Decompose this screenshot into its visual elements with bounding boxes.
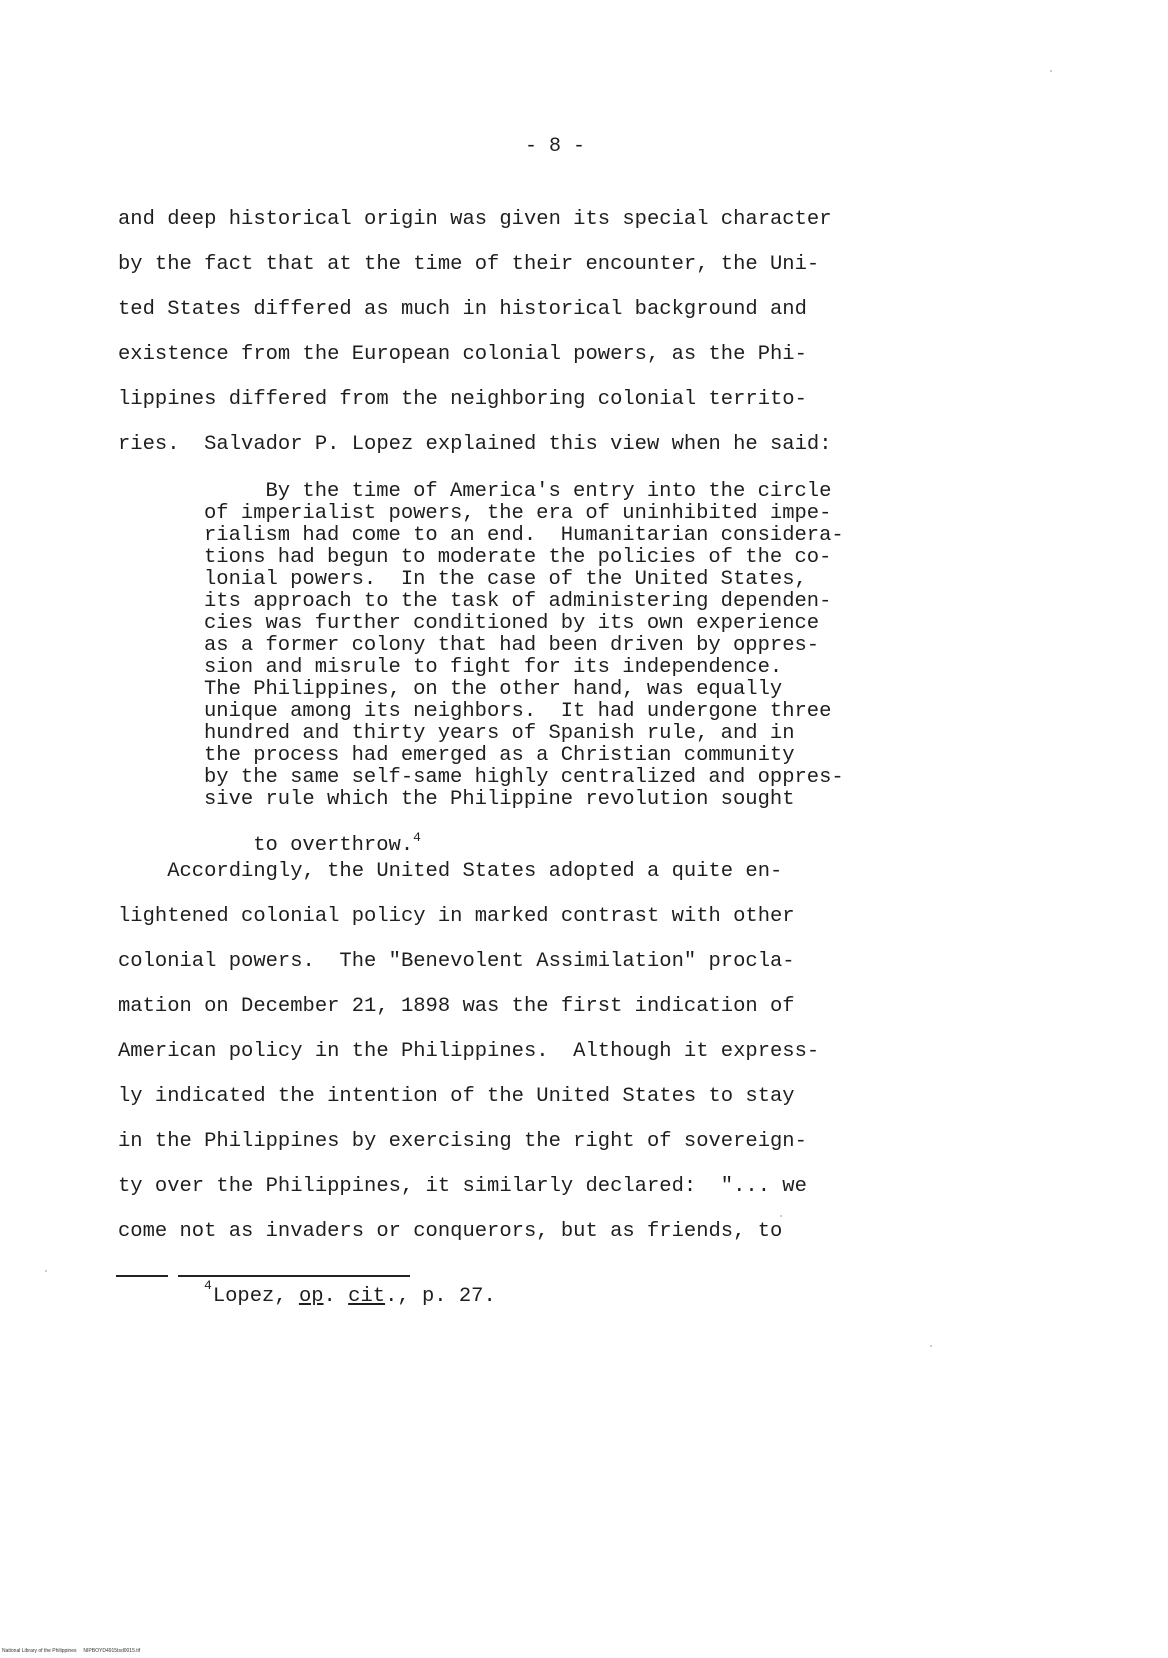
text-line: by the fact that at the time of their encounter, the Uni-: [118, 253, 820, 276]
text-line: lippines differed from the neighboring colonial territo-: [118, 388, 807, 411]
footnote: [204, 1278, 496, 1308]
text-line: in the Philippines by exercising the right of sovereign-: [118, 1130, 807, 1153]
quote-line-text: to overthrow.: [253, 834, 414, 857]
text-line: existence from the European colonial powers, as the Phi-: [118, 343, 807, 366]
footnote-rest: ., p. 27.: [385, 1285, 496, 1308]
quote-line: By the time of America's entry into the circle: [204, 480, 832, 503]
text-line: come not as invaders or conquerors, but as friends, to: [118, 1220, 783, 1243]
text-line: Accordingly, the United States adopted a quite en-: [118, 860, 783, 883]
text-line: American policy in the Philippines. Although it express-: [118, 1040, 820, 1063]
quote-line: the process had emerged as a Christian community: [204, 744, 795, 767]
quote-line: of imperialist powers, the era of uninhibited impe-: [204, 502, 832, 525]
text-line: lightened colonial policy in marked contrast with other: [118, 905, 795, 928]
page-number: - 8 -: [524, 135, 585, 158]
quote-line: The Philippines, on the other hand, was equally: [204, 678, 783, 701]
footnote-rule-short: [116, 1275, 168, 1277]
quote-line: sive rule which the Philippine revolution sought: [204, 788, 795, 811]
text-line: mation on December 21, 1898 was the first indication of: [118, 995, 795, 1018]
footnote-op: op: [298, 1285, 324, 1308]
quote-line: unique among its neighbors. It had undergone three: [204, 700, 832, 723]
text-line: ries. Salvador P. Lopez explained this view when he said:: [118, 433, 832, 456]
scan-caption: National Library of the Philippines NIPBOYD4915tsd0015.tif: [2, 1648, 141, 1654]
text-line: ted States differed as much in historical background and: [118, 298, 807, 321]
text-line: and deep historical origin was given its special character: [118, 208, 832, 231]
quote-line: hundred and thirty years of Spanish rule, and in: [204, 722, 795, 745]
quote-line: lonial powers. In the case of the United States,: [204, 568, 807, 591]
quote-line: as a former colony that had been driven by oppres-: [204, 634, 820, 657]
quote-line: by the same self-same highly centralized and oppres-: [204, 766, 844, 789]
quote-line: sion and misrule to fight for its independence.: [204, 656, 783, 679]
scan-speck: [780, 1215, 782, 1217]
footnote-rule: [178, 1275, 410, 1277]
quote-line: its approach to the task of administering dependen-: [204, 590, 832, 613]
text-line: colonial powers. The "Benevolent Assimilation" procla-: [118, 950, 795, 973]
scan-speck: [45, 1270, 47, 1272]
quote-line: [204, 810, 421, 857]
footnote-number: 4: [204, 1278, 212, 1293]
footnote-author: Lopez,: [212, 1285, 299, 1308]
quote-line: tions had begun to moderate the policies of the co-: [204, 546, 832, 569]
text-line: ty over the Philippines, it similarly declared: "... we: [118, 1175, 807, 1198]
text-line: ly indicated the intention of the United States to stay: [118, 1085, 795, 1108]
quote-line: cies was further conditioned by its own experience: [204, 612, 820, 635]
quote-line: rialism had come to an end. Humanitarian considera-: [204, 524, 844, 547]
scan-speck: [1050, 70, 1052, 72]
footnote-cit: cit: [348, 1285, 386, 1308]
footnote-dot: .: [323, 1285, 349, 1308]
scan-speck: [930, 1345, 932, 1347]
footnote-reference[interactable]: 4: [413, 830, 421, 845]
